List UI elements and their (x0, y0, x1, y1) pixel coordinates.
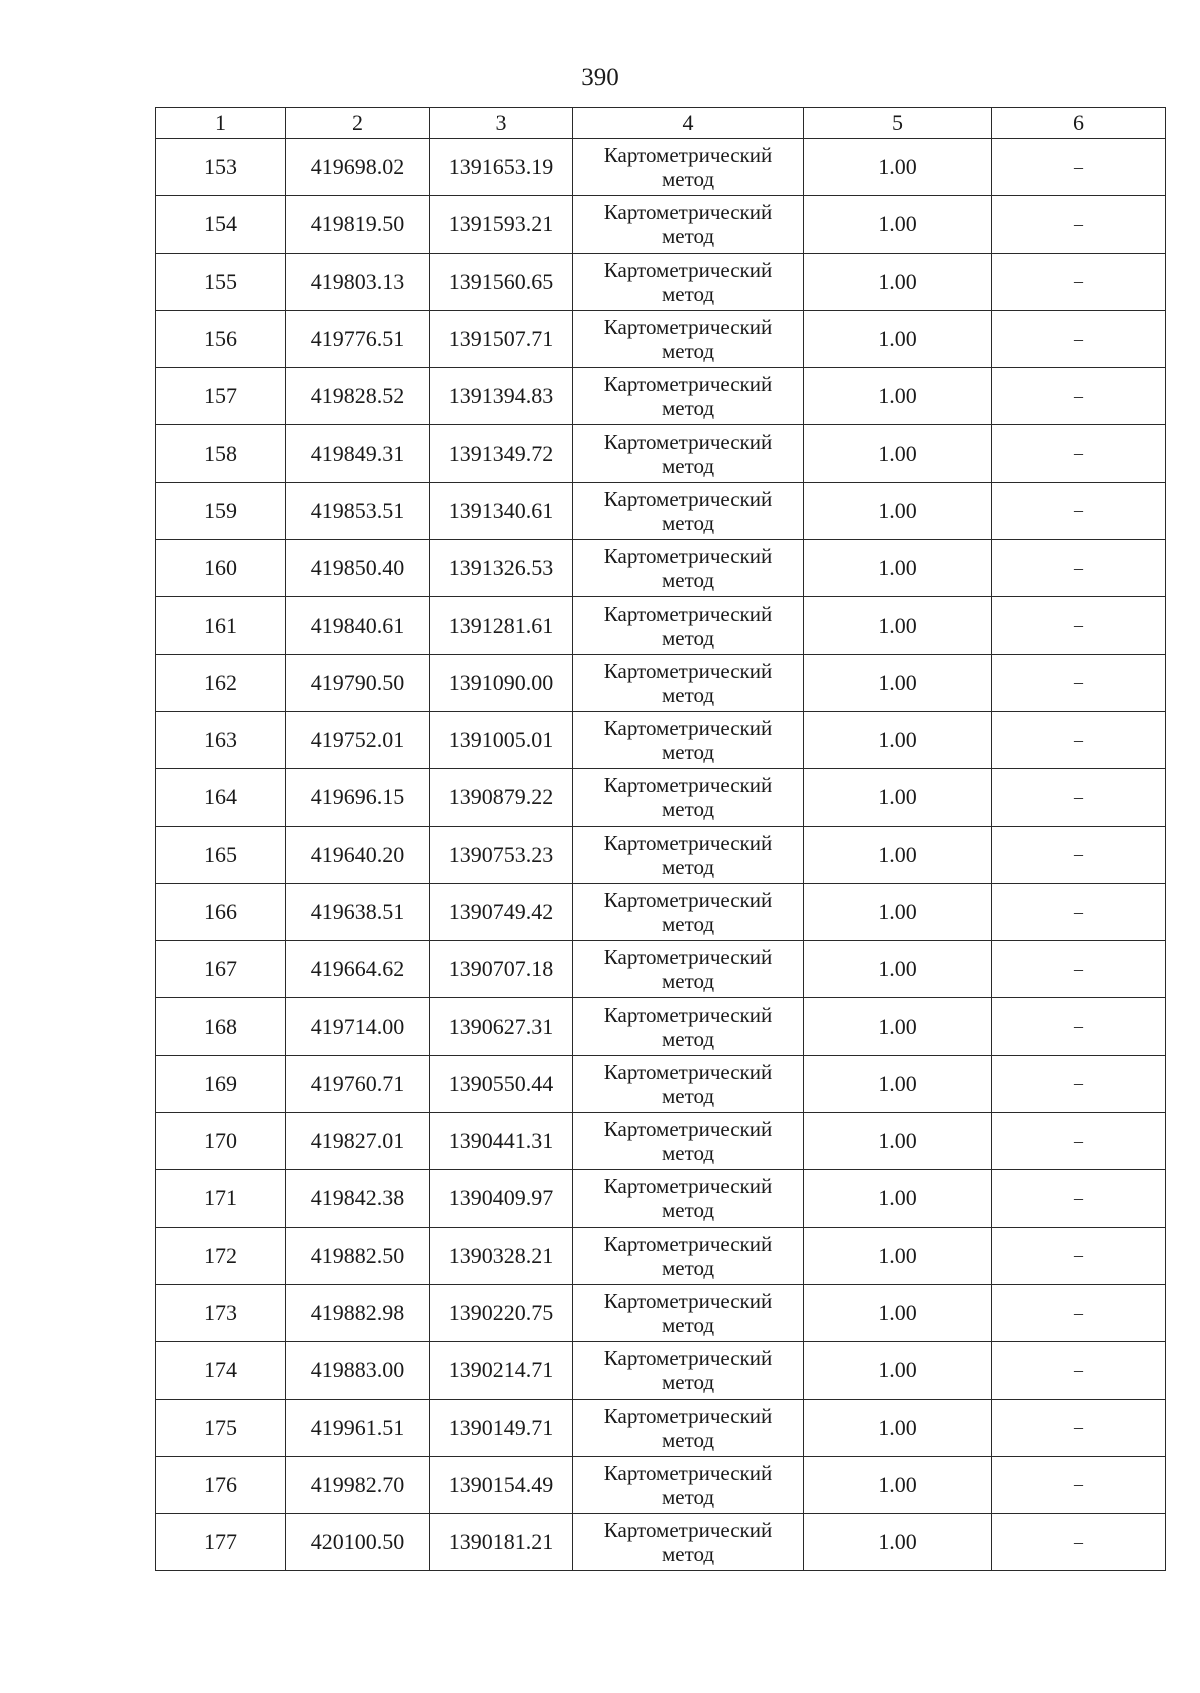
method-cell (573, 769, 804, 826)
x-coordinate-cell: 419883.00 (286, 1342, 430, 1399)
note-cell: – (992, 1170, 1166, 1227)
y-coordinate-cell: 1390149.71 (430, 1399, 573, 1456)
accuracy-cell: 1.00 (804, 998, 992, 1055)
method-line-1: Картометрический (603, 1460, 773, 1485)
table-row (156, 368, 1166, 425)
accuracy-cell: 1.00 (804, 826, 992, 883)
y-coordinate-cell: 1390627.31 (430, 998, 573, 1055)
x-coordinate-cell: 420100.50 (286, 1514, 430, 1571)
note-cell: – (992, 1399, 1166, 1456)
table-row (156, 998, 1166, 1055)
x-coordinate-cell: 419882.98 (286, 1284, 430, 1341)
point-number-cell: 162 (156, 654, 286, 711)
method-line-1: Картометрический (603, 315, 773, 340)
table-row (156, 941, 1166, 998)
method-cell (573, 482, 804, 539)
method-line-1: Картометрический (603, 1117, 773, 1142)
accuracy-cell: 1.00 (804, 1456, 992, 1513)
table-row (156, 1456, 1166, 1513)
x-coordinate-cell: 419760.71 (286, 1055, 430, 1112)
method-line-1: Картометрический (603, 716, 773, 741)
method-line-2: метод (661, 568, 715, 593)
method-line-2: метод (661, 1083, 715, 1108)
point-number-cell: 166 (156, 883, 286, 940)
method-line-2: метод (661, 1141, 715, 1166)
point-number-cell: 175 (156, 1399, 286, 1456)
method-cell (573, 941, 804, 998)
accuracy-cell: 1.00 (804, 597, 992, 654)
method-line-1: Картометрический (603, 830, 773, 855)
method-cell (573, 1399, 804, 1456)
method-line-2: метод (661, 797, 715, 822)
y-coordinate-cell: 1390879.22 (430, 769, 573, 826)
table-row (156, 1342, 1166, 1399)
x-coordinate-cell: 419828.52 (286, 368, 430, 425)
method-cell (573, 368, 804, 425)
method-cell (573, 597, 804, 654)
coordinates-table (155, 107, 1166, 1571)
note-cell: – (992, 597, 1166, 654)
method-line-1: Картометрический (603, 888, 773, 912)
note-cell: – (992, 883, 1166, 940)
note-cell: – (992, 139, 1166, 196)
method-line-2: метод (661, 1427, 715, 1452)
note-cell: – (992, 253, 1166, 310)
point-number-cell: 176 (156, 1456, 286, 1513)
x-coordinate-cell: 419827.01 (286, 1113, 430, 1170)
y-coordinate-cell: 1390154.49 (430, 1456, 573, 1513)
point-number-cell: 173 (156, 1284, 286, 1341)
method-cell (573, 253, 804, 310)
point-number-cell: 158 (156, 425, 286, 482)
method-cell (573, 1456, 804, 1513)
x-coordinate-cell: 419842.38 (286, 1170, 430, 1227)
y-coordinate-cell: 1391090.00 (430, 654, 573, 711)
point-number-cell: 156 (156, 310, 286, 367)
x-coordinate-cell: 419664.62 (286, 941, 430, 998)
point-number-cell: 160 (156, 540, 286, 597)
method-line-1: Картометрический (603, 544, 773, 569)
column-header: 6 (992, 108, 1166, 139)
method-cell (573, 1342, 804, 1399)
method-cell (573, 883, 804, 940)
table-body (156, 139, 1166, 1571)
method-line-2: метод (661, 740, 715, 765)
x-coordinate-cell: 419640.20 (286, 826, 430, 883)
table-row (156, 597, 1166, 654)
method-line-2: метод (661, 969, 715, 994)
method-line-1: Картометрический (603, 257, 773, 282)
y-coordinate-cell: 1391394.83 (430, 368, 573, 425)
method-cell (573, 998, 804, 1055)
table-row (156, 1055, 1166, 1112)
accuracy-cell: 1.00 (804, 654, 992, 711)
column-header: 2 (286, 108, 430, 139)
method-cell (573, 196, 804, 253)
point-number-cell: 168 (156, 998, 286, 1055)
accuracy-cell: 1.00 (804, 1514, 992, 1571)
method-line-1: Картометрический (603, 773, 773, 798)
method-line-1: Картометрический (603, 429, 773, 454)
method-cell (573, 1284, 804, 1341)
table-row (156, 1227, 1166, 1284)
x-coordinate-cell: 419819.50 (286, 196, 430, 253)
header-row (156, 108, 1166, 139)
method-cell (573, 139, 804, 196)
y-coordinate-cell: 1391005.01 (430, 711, 573, 768)
table-row (156, 883, 1166, 940)
note-cell: – (992, 998, 1166, 1055)
table-row (156, 425, 1166, 482)
point-number-cell: 169 (156, 1055, 286, 1112)
method-cell (573, 1514, 804, 1571)
column-header: 3 (430, 108, 573, 139)
y-coordinate-cell: 1391281.61 (430, 597, 573, 654)
accuracy-cell: 1.00 (804, 769, 992, 826)
table-row (156, 1113, 1166, 1170)
y-coordinate-cell: 1391326.53 (430, 540, 573, 597)
table-row (156, 196, 1166, 253)
accuracy-cell: 1.00 (804, 1227, 992, 1284)
note-cell: – (992, 482, 1166, 539)
accuracy-cell: 1.00 (804, 1055, 992, 1112)
point-number-cell: 157 (156, 368, 286, 425)
x-coordinate-cell: 419982.70 (286, 1456, 430, 1513)
x-coordinate-cell: 419882.50 (286, 1227, 430, 1284)
point-number-cell: 163 (156, 711, 286, 768)
y-coordinate-cell: 1390214.71 (430, 1342, 573, 1399)
method-line-2: метод (661, 167, 715, 192)
accuracy-cell: 1.00 (804, 1170, 992, 1227)
y-coordinate-cell: 1391560.65 (430, 253, 573, 310)
accuracy-cell: 1.00 (804, 196, 992, 253)
x-coordinate-cell: 419961.51 (286, 1399, 430, 1456)
x-coordinate-cell: 419803.13 (286, 253, 430, 310)
point-number-cell: 174 (156, 1342, 286, 1399)
method-cell (573, 826, 804, 883)
table-row (156, 310, 1166, 367)
y-coordinate-cell: 1391349.72 (430, 425, 573, 482)
method-line-2: метод (661, 453, 715, 478)
point-number-cell: 167 (156, 941, 286, 998)
table-row (156, 1170, 1166, 1227)
y-coordinate-cell: 1390441.31 (430, 1113, 573, 1170)
point-number-cell: 165 (156, 826, 286, 883)
point-number-cell: 164 (156, 769, 286, 826)
note-cell: – (992, 769, 1166, 826)
accuracy-cell: 1.00 (804, 711, 992, 768)
y-coordinate-cell: 1390181.21 (430, 1514, 573, 1571)
y-coordinate-cell: 1390749.42 (430, 883, 573, 940)
method-line-2: метод (661, 1542, 715, 1567)
accuracy-cell: 1.00 (804, 883, 992, 940)
method-line-2: метод (661, 1026, 715, 1051)
point-number-cell: 159 (156, 482, 286, 539)
method-line-2: метод (661, 912, 715, 936)
method-cell (573, 1113, 804, 1170)
accuracy-cell: 1.00 (804, 482, 992, 539)
x-coordinate-cell: 419776.51 (286, 310, 430, 367)
accuracy-cell: 1.00 (804, 368, 992, 425)
method-cell (573, 540, 804, 597)
method-line-1: Картометрический (603, 1289, 773, 1314)
note-cell: – (992, 1456, 1166, 1513)
accuracy-cell: 1.00 (804, 1113, 992, 1170)
table-row (156, 139, 1166, 196)
method-line-2: метод (661, 510, 715, 535)
y-coordinate-cell: 1390220.75 (430, 1284, 573, 1341)
note-cell: – (992, 425, 1166, 482)
method-cell (573, 711, 804, 768)
column-header: 1 (156, 108, 286, 139)
accuracy-cell: 1.00 (804, 139, 992, 196)
y-coordinate-cell: 1390707.18 (430, 941, 573, 998)
method-cell (573, 1055, 804, 1112)
method-line-1: Картометрический (603, 1059, 773, 1084)
x-coordinate-cell: 419853.51 (286, 482, 430, 539)
point-number-cell: 171 (156, 1170, 286, 1227)
x-coordinate-cell: 419698.02 (286, 139, 430, 196)
method-line-1: Картометрический (603, 200, 773, 225)
method-line-2: метод (661, 854, 715, 879)
accuracy-cell: 1.00 (804, 253, 992, 310)
accuracy-cell: 1.00 (804, 425, 992, 482)
point-number-cell: 153 (156, 139, 286, 196)
table-row (156, 253, 1166, 310)
table-row (156, 1514, 1166, 1571)
x-coordinate-cell: 419752.01 (286, 711, 430, 768)
note-cell: – (992, 1284, 1166, 1341)
table-row (156, 1399, 1166, 1456)
note-cell: – (992, 826, 1166, 883)
point-number-cell: 170 (156, 1113, 286, 1170)
table-row (156, 769, 1166, 826)
y-coordinate-cell: 1390328.21 (430, 1227, 573, 1284)
note-cell: – (992, 196, 1166, 253)
accuracy-cell: 1.00 (804, 1399, 992, 1456)
method-line-1: Картометрический (603, 945, 773, 970)
y-coordinate-cell: 1391507.71 (430, 310, 573, 367)
page-number: 390 (581, 64, 619, 91)
y-coordinate-cell: 1390409.97 (430, 1170, 573, 1227)
method-cell (573, 310, 804, 367)
x-coordinate-cell: 419790.50 (286, 654, 430, 711)
note-cell: – (992, 711, 1166, 768)
note-cell: – (992, 941, 1166, 998)
y-coordinate-cell: 1391593.21 (430, 196, 573, 253)
method-line-2: метод (661, 1255, 715, 1280)
note-cell: – (992, 1055, 1166, 1112)
table-row (156, 482, 1166, 539)
note-cell: – (992, 1342, 1166, 1399)
x-coordinate-cell: 419849.31 (286, 425, 430, 482)
method-line-2: метод (661, 396, 715, 421)
note-cell: – (992, 1514, 1166, 1571)
method-line-1: Картометрический (603, 1403, 773, 1428)
point-number-cell: 172 (156, 1227, 286, 1284)
point-number-cell: 155 (156, 253, 286, 310)
accuracy-cell: 1.00 (804, 1342, 992, 1399)
point-number-cell: 161 (156, 597, 286, 654)
table-row (156, 540, 1166, 597)
note-cell: – (992, 540, 1166, 597)
point-number-cell: 177 (156, 1514, 286, 1571)
y-coordinate-cell: 1391653.19 (430, 139, 573, 196)
accuracy-cell: 1.00 (804, 1284, 992, 1341)
note-cell: – (992, 1113, 1166, 1170)
table-row (156, 826, 1166, 883)
method-line-1: Картометрический (603, 1346, 773, 1371)
method-line-1: Картометрический (603, 601, 773, 626)
x-coordinate-cell: 419638.51 (286, 883, 430, 940)
method-cell (573, 425, 804, 482)
method-line-2: метод (661, 1198, 715, 1223)
method-cell (573, 1227, 804, 1284)
column-header: 4 (573, 108, 804, 139)
accuracy-cell: 1.00 (804, 540, 992, 597)
method-line-2: метод (661, 1484, 715, 1509)
y-coordinate-cell: 1391340.61 (430, 482, 573, 539)
x-coordinate-cell: 419840.61 (286, 597, 430, 654)
method-line-1: Картометрический (603, 1231, 773, 1256)
method-line-2: метод (661, 1370, 715, 1395)
method-line-1: Картометрический (603, 1002, 773, 1027)
y-coordinate-cell: 1390550.44 (430, 1055, 573, 1112)
method-line-1: Картометрический (603, 486, 773, 511)
table-row (156, 1284, 1166, 1341)
method-line-1: Картометрический (603, 1518, 773, 1543)
note-cell: – (992, 1227, 1166, 1284)
method-line-1: Картометрический (603, 658, 773, 683)
note-cell: – (992, 310, 1166, 367)
accuracy-cell: 1.00 (804, 941, 992, 998)
table-row (156, 654, 1166, 711)
x-coordinate-cell: 419850.40 (286, 540, 430, 597)
method-cell (573, 654, 804, 711)
accuracy-cell: 1.00 (804, 310, 992, 367)
method-line-2: метод (661, 224, 715, 249)
table-row (156, 711, 1166, 768)
note-cell: – (992, 368, 1166, 425)
method-line-1: Картометрический (603, 143, 773, 168)
method-line-2: метод (661, 682, 715, 707)
method-line-2: метод (661, 625, 715, 650)
x-coordinate-cell: 419714.00 (286, 998, 430, 1055)
column-header: 5 (804, 108, 992, 139)
method-line-2: метод (661, 339, 715, 364)
method-line-1: Картометрический (603, 372, 773, 397)
note-cell: – (992, 654, 1166, 711)
method-line-2: метод (661, 1313, 715, 1338)
method-cell (573, 1170, 804, 1227)
y-coordinate-cell: 1390753.23 (430, 826, 573, 883)
method-line-2: метод (661, 281, 715, 306)
method-line-1: Картометрический (603, 1174, 773, 1199)
x-coordinate-cell: 419696.15 (286, 769, 430, 826)
point-number-cell: 154 (156, 196, 286, 253)
